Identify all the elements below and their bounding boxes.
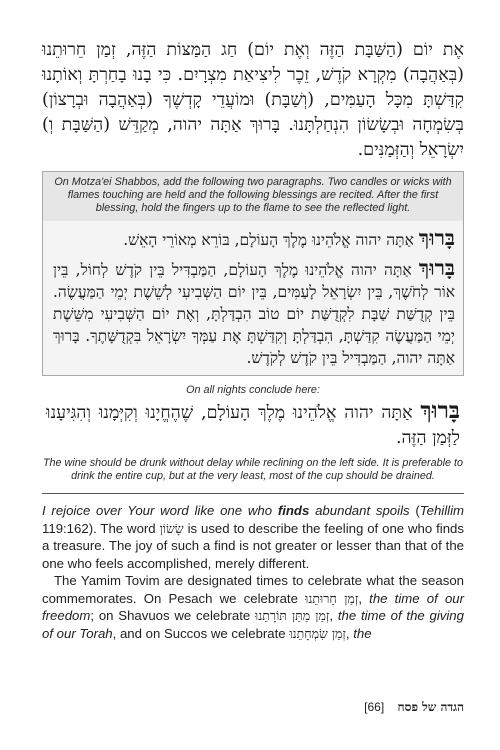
- commentary-italic: the: [353, 625, 372, 641]
- blessing-havdalah: [53, 257, 455, 369]
- commentary-ref-close: 119:162). The word: [42, 520, 160, 536]
- commentary-text: ,: [329, 608, 338, 623]
- commentary-text: ; on Shavuos we celebrate: [90, 608, 256, 623]
- commentary-paragraph-1: [42, 502, 464, 572]
- book-title: הגדה של פסח: [397, 700, 464, 714]
- commentary-hebrew-phrase: זְמַן שִׂמְחָתֵנוּ: [289, 625, 346, 641]
- commentary-text: is used to describe the feeling of one who finds a treasure. The joy of such a find is not greater or lesser than that of the one who feels accomplished, merely different.: [42, 520, 464, 571]
- commentary-text: , and on Succos we celebrate: [112, 625, 290, 641]
- kiddush-text: אֶת יוֹם (הַשַּׁבָּת הַזֶּה וְאֶת יוֹם) חַג הַמַּצּוֹת הַזֶּה, זְמַן חֵרוּתֵנוּ (בְּאַהֲבָה) מִקְרָא קֹדֶשׁ, זֵכֶר לִיצִיאַת מִצְרָיִם. כִּי בָנוּ בָחַרְתָּ וְאוֹתָנוּ קִדַּשְׁתָּ מִכָּל הָעַמִּים, (וְשַׁבָּת) וּמוֹעֲדֵי קָדְשֶׁךָ (בְּאַהֲבָה וּבְרָצוֹן) בְּשִׂמְחָה וּבְשָׂשׂוֹן הִנְחַלְתָּנוּ. בָּרוּךְ אַתָּה יהוה, מְקַדֵּשׁ (הַשַּׁבָּת וְ) יִשְׂרָאֵל וְהַזְּמַנִּים.: [42, 40, 464, 160]
- commentary-text: ,: [358, 590, 370, 606]
- commentary-hebrew-phrase: זְמַן חֵרוּתֵנוּ: [305, 590, 359, 606]
- commentary-bold-word: finds: [277, 503, 310, 518]
- page-content: [42, 38, 464, 642]
- blessing-fire-text: אַתָּה יהוה אֱלֹהֵינוּ מֶלֶךְ הָעוֹלָם, בּוֹרֵא מְאוֹרֵי הָאֵשׁ.: [123, 231, 414, 249]
- commentary-text: The Yamim Tovim are designated times to celebrate what the season commemorates. On Pesach we celebrate: [42, 573, 464, 606]
- shehecheyanu-blessing: [42, 398, 464, 451]
- blessing-fire-opening: בָּרוּךְ: [418, 225, 455, 250]
- commentary-hebrew-word: שָׂשׂוֹן: [159, 520, 184, 536]
- commentary: [42, 502, 464, 642]
- commentary-ref-open: (: [409, 503, 420, 518]
- blessing-fire: [53, 227, 455, 251]
- commentary-italic: the time of our freedom: [42, 590, 465, 623]
- havdalah-blessings: [43, 221, 463, 375]
- commentary-hebrew-phrase: זְמַן מַתַּן תּוֹרָתֵנוּ: [255, 608, 330, 623]
- conclude-instruction: On all nights conclude here:: [186, 384, 320, 396]
- commentary-paragraph-2: [42, 572, 464, 642]
- page-number: [66]: [364, 700, 385, 714]
- blessing-havdalah-opening: בָּרוּךְ: [418, 255, 455, 280]
- wine-instruction: The wine should be drunk without delay while reclining on the left side. It is preferable to drink the entire cup, but at the very least, most of the cup should be drained.: [42, 457, 464, 482]
- shehecheyanu-opening: בָּרוּךְ: [420, 397, 460, 424]
- shehecheyanu-text: אַתָּה יהוה אֱלֹהֵינוּ מֶלֶךְ הָעוֹלָם, שֶׁהֶחֱיָנוּ וְקִיְּמָנוּ וְהִגִּיעָנוּ לַזְּמַן הַזֶּה.: [46, 403, 460, 448]
- commentary-reference: Tehillim: [419, 503, 464, 518]
- commentary-quote-end: abundant spoils: [309, 503, 410, 518]
- section-divider: [42, 493, 464, 494]
- blessing-havdalah-text: אַתָּה יהוה אֱלֹהֵינוּ מֶלֶךְ הָעוֹלָם, הַמַּבְדִּיל בֵּין קֹדֶשׁ לְחוֹל, בֵּין אוֹר לְחֹשֶׁךְ, בֵּין יִשְׂרָאֵל לָעַמִּים, בֵּין יוֹם הַשְּׁבִיעִי לְשֵׁשֶׁת יְמֵי הַמַּעֲשֶׂה. בֵּין קְדֻשַּׁת שַׁבָּת לִקְדֻשַּׁת יוֹם טוֹב הִבְדַּלְתָּ, וְאֶת יוֹם הַשְּׁבִיעִי מִשֵּׁשֶׁת יְמֵי הַמַּעֲשֶׂה קִדַּשְׁתָּ, הִבְדַּלְתָּ וְקִדַּשְׁתָּ אֶת עַמְּךָ יִשְׂרָאֵל בִּקְדֻשָּׁתֶךָ. בָּרוּךְ אַתָּה יהוה, הַמַּבְדִּיל בֵּין קֹדֶשׁ לְקֹדֶשׁ.: [53, 261, 455, 367]
- havdalah-instruction: On Motza'ei Shabbos, add the following two paragraphs. Two candles or wicks with flames touching are held and the following blessings are recited. After the first blessing, hold the fingers up to the flame to see the reflected light.: [43, 172, 463, 221]
- commentary-italic: the time of the giving of our Torah: [42, 608, 464, 641]
- commentary-text: ,: [345, 625, 354, 641]
- page-footer: [364, 700, 464, 715]
- motzaei-shabbos-box: [42, 171, 464, 376]
- commentary-quote: I rejoice over Your word like one who: [42, 503, 278, 518]
